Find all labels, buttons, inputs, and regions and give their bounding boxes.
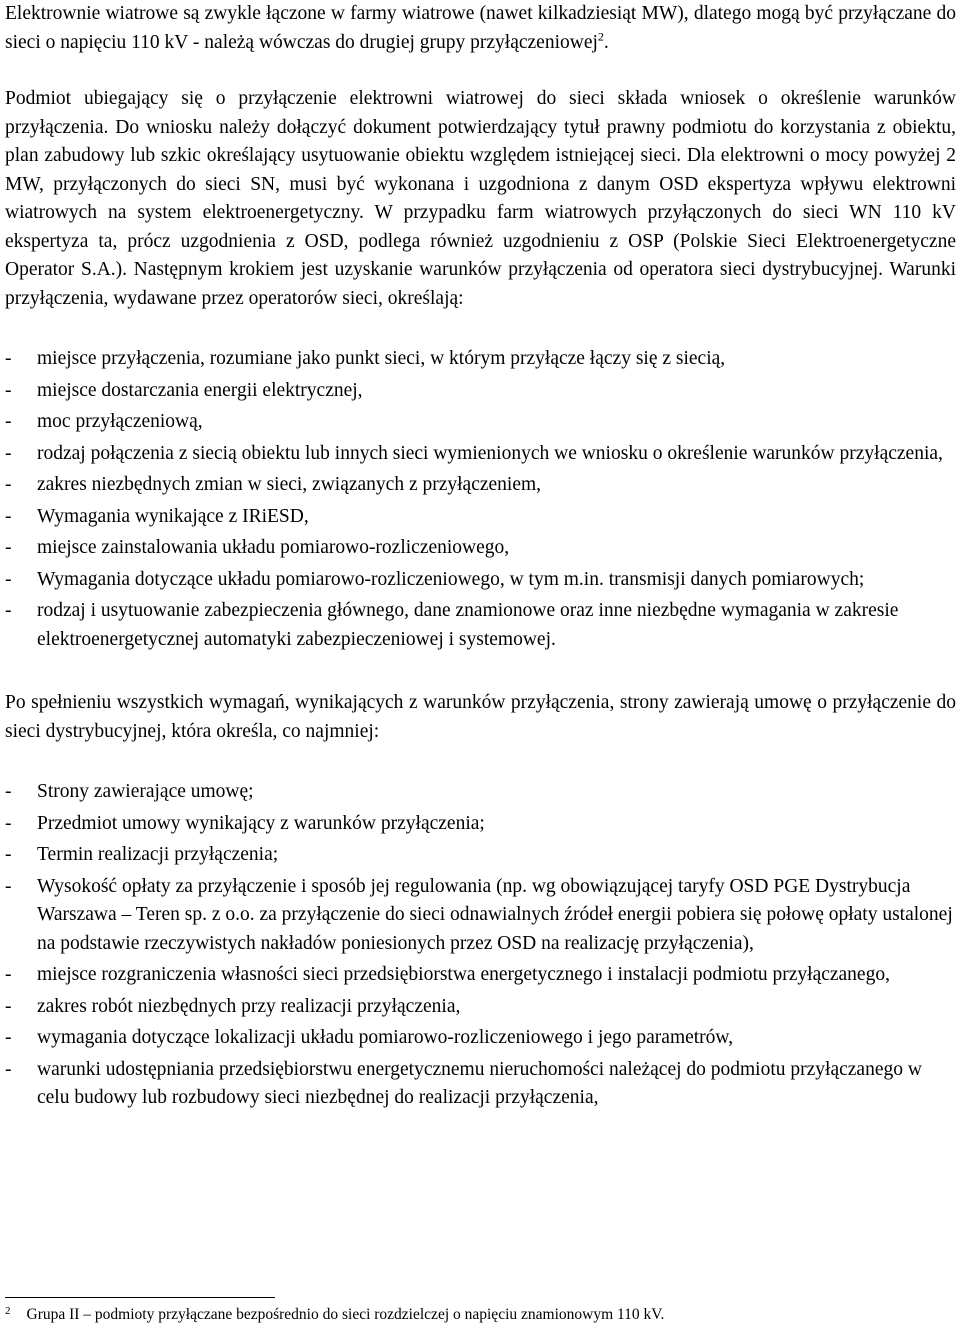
footnote-separator [5, 1297, 275, 1298]
dash-bullet: - [5, 348, 12, 369]
contract-intro-paragraph: Po spełnieniu wszystkich wymagań, wynikających z warunków przyłączenia, strony zawierają umowę o przyłączenie do sieci dystrybucyjnej, która określa, co najmniej: [5, 692, 956, 742]
footnote [5, 1305, 664, 1325]
contract-term-item [5, 961, 956, 990]
condition-item-text: miejsce przyłączenia, rozumiane jako punkt sieci, w którym przyłącze łączy się z siecią, [37, 348, 726, 369]
contract-term-item-text: warunki udostępniania przedsiębiorstwu energetycznemu nieruchomości należącej do podmiotu przyłączanego w celu budowy lub rozbudowy sieci niezbędnej do realizacji przyłączenia, [37, 1058, 922, 1108]
dash-bullet: - [5, 844, 12, 865]
condition-item-text: rodzaj połączenia z siecią obiektu lub innych sieci wymienionych we wniosku o określenie warunków przyłączenia, [37, 442, 943, 464]
condition-item [5, 471, 956, 500]
dash-bullet: - [5, 1058, 12, 1080]
dash-bullet: - [5, 875, 12, 897]
dash-bullet: - [5, 600, 12, 621]
condition-item [5, 345, 956, 374]
dash-bullet: - [5, 537, 12, 558]
contract-term-item-text: Strony zawierające umowę; [37, 781, 254, 802]
dash-bullet: - [5, 1027, 12, 1048]
dash-bullet: - [5, 812, 12, 834]
dash-bullet: - [5, 568, 12, 590]
intro-paragraph-1 [5, 0, 956, 57]
dash-bullet: - [5, 964, 12, 985]
contract-term-item-text: wymagania dotyczące lokalizacji układu pomiarowo-rozliczeniowego i jego parametrów, [37, 1027, 734, 1048]
condition-item-text: moc przyłączeniową, [37, 411, 203, 432]
contract-term-item [5, 810, 956, 839]
condition-item-text: miejsce zainstalowania układu pomiarowo-rozliczeniowego, [37, 537, 510, 558]
connection-conditions-list [5, 345, 956, 654]
contract-term-item [5, 873, 956, 959]
contract-term-item [5, 1056, 956, 1113]
condition-item [5, 440, 956, 469]
intro-paragraph-2: Podmiot ubiegający się o przyłączenie elektrowni wiatrowej do sieci składa wniosek o określenie warunków przyłączenia. Do wniosku należy dołączyć dokument potwierdzający tytuł prawny podmiotu do korzystania z obiektu, plan zabudowy lub szkic określający usytuowanie obiektu względem istniejącej sieci. Dla elektrowni o mocy powyżej 2 MW, przyłączonych do sieci SN, musi być wykonana i uzgodniona z danym OSD ekspertyza wpływu elektrowni wiatrowych na system elektroenergetyczny. W przypadku farm wiatrowych przyłączonych do sieci WN 110 kV ekspertyza ta, prócz uzgodnienia z OSD, podlega również uzgodnieniu z OSP (Polskie Sieci Elektroenergetyczne Operator S.A.). Następnym krokiem jest uzyskanie warunków przyłączenia od operatora sieci dystrybucyjnej. Warunki przyłączenia, wydawane przez operatorów sieci, określają: [5, 88, 956, 309]
dash-bullet: - [5, 474, 12, 495]
dash-bullet: - [5, 411, 12, 432]
dash-bullet: - [5, 781, 12, 802]
contract-term-item [5, 993, 956, 1022]
dash-bullet: - [5, 442, 12, 464]
condition-item-text: zakres niezbędnych zmian w sieci, związanych z przyłączeniem, [37, 474, 542, 495]
contract-term-item [5, 778, 956, 807]
condition-item [5, 377, 956, 406]
dash-bullet: - [5, 995, 12, 1017]
document-page [5, 0, 956, 1116]
condition-item [5, 566, 956, 595]
condition-item-text: miejsce dostarczania energii elektrycznej, [37, 379, 363, 401]
dash-bullet: - [5, 505, 12, 527]
condition-item [5, 597, 956, 654]
condition-item-text: Wymagania dotyczące układu pomiarowo-rozliczeniowego, w tym m.in. transmisji danych pomiarowych; [37, 568, 865, 590]
intro-paragraph-1-text: Elektrownie wiatrowe są zwykle łączone w farmy wiatrowe (nawet kilkadziesiąt MW), dlatego mogą być przyłączane do sieci o napięciu 110 kV - należą wówczas do drugiej grupy przyłączeniowej [5, 3, 956, 53]
footnote-reference[interactable]: 2 [597, 29, 604, 43]
footnote-number: 2 [5, 1305, 11, 1317]
condition-item [5, 534, 956, 563]
contract-term-item-text: Wysokość opłaty za przyłączenie i sposób jej regulowania (np. wg obowiązującej taryfy OSD PGE Dystrybucja Warszawa – Teren sp. z o.o. za przyłączenie do sieci odnawialnych źródeł energii pobiera się połowę opłaty ustalonej na podstawie rzeczywistych nakładów poniesionych przez OSD na realizację przyłączenia), [37, 875, 953, 954]
contract-term-item-text: Termin realizacji przyłączenia; [37, 844, 279, 865]
condition-item-text: rodzaj i usytuowanie zabezpieczenia głównego, dane znamionowe oraz inne niezbędne wymagania w zakresie elektroenergetycznej automatyki zabezpieczeniowej i systemowej. [37, 600, 899, 650]
contract-term-item [5, 1024, 956, 1053]
condition-item [5, 408, 956, 437]
dash-bullet: - [5, 379, 12, 401]
contract-term-item-text: zakres robót niezbędnych przy realizacji przyłączenia, [37, 995, 461, 1017]
condition-item [5, 503, 956, 532]
footnote-text: Grupa II – podmioty przyłączane bezpośrednio do sieci rozdzielczej o napięciu znamionowym 110 kV. [26, 1306, 665, 1323]
contract-term-item [5, 841, 956, 870]
contract-term-item-text: miejsce rozgraniczenia własności sieci przedsiębiorstwa energetycznego i instalacji podmiotu przyłączanego, [37, 964, 890, 985]
contract-term-item-text: Przedmiot umowy wynikający z warunków przyłączenia; [37, 812, 485, 834]
intro-paragraph-1-end: . [603, 31, 609, 53]
condition-item-text: Wymagania wynikające z IRiESD, [37, 505, 309, 527]
contract-terms-list [5, 778, 956, 1113]
